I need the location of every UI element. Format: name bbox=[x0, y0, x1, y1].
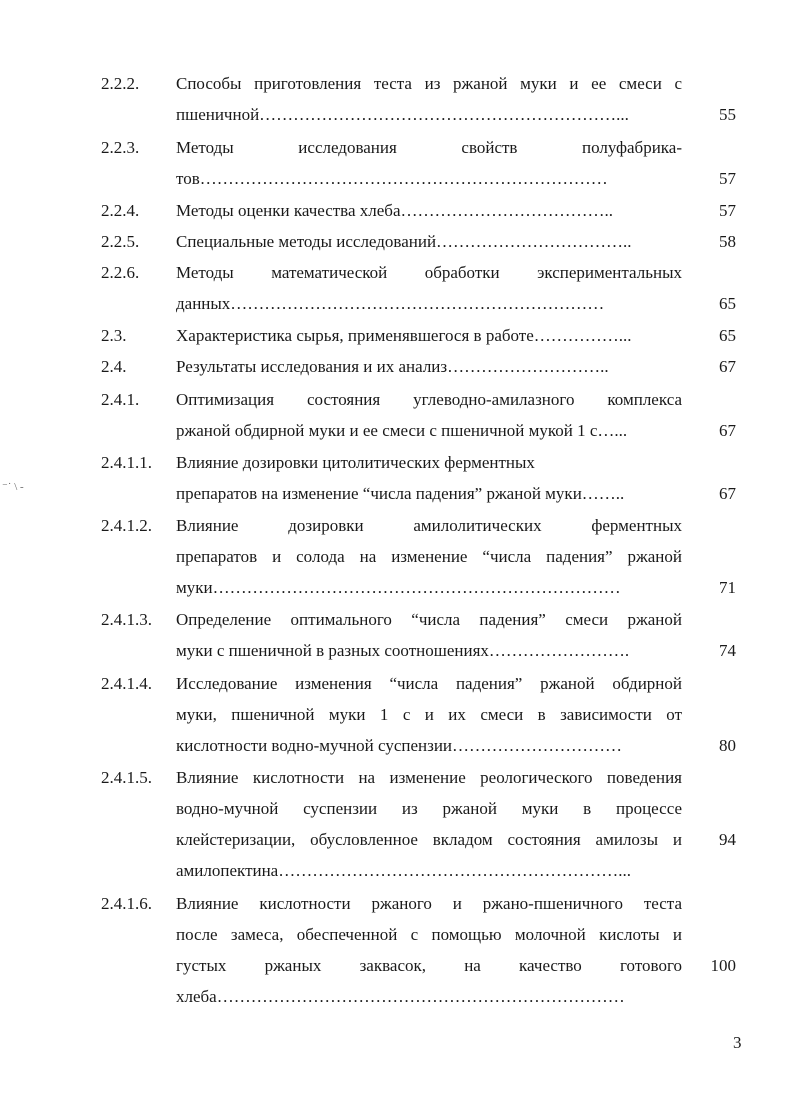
entry-title-line: муки, пшеничной муки 1 с и их смеси в зависимости от bbox=[176, 705, 682, 724]
entry-page: 65 bbox=[719, 326, 736, 345]
entry-page: 74 bbox=[719, 641, 736, 660]
entry-page: 67 bbox=[719, 421, 736, 440]
entry-number: 2.2.3. bbox=[101, 138, 140, 157]
entry-number: 2.2.4. bbox=[101, 201, 140, 220]
entry-title-line: Влияние кислотности на изменение реологического поведения bbox=[176, 768, 682, 787]
margin-mark: ⁻˙ \ - bbox=[2, 481, 24, 493]
entry-title-line: водно-мучной суспензии из ржаной муки в процессе bbox=[176, 799, 682, 818]
entry-title-line: Методы оценки качества хлеба……………………………….. bbox=[176, 201, 614, 220]
entry-page: 57 bbox=[719, 201, 736, 220]
entry-title-line: препаратов на изменение “числа падения” ржаной муки…….. bbox=[176, 484, 625, 503]
entry-title-line: Исследование изменения “числа падения” ржаной обдирной bbox=[176, 674, 682, 693]
entry-title-line: кислотности водно-мучной суспензии………………………… bbox=[176, 736, 623, 755]
entry-number: 2.2.5. bbox=[101, 232, 140, 251]
entry-title-line: Оптимизация состояния углеводно-амилазного комплекса bbox=[176, 390, 682, 409]
entry-title-line: Методы исследования свойств полуфабрика- bbox=[176, 138, 682, 157]
entry-title-line: Результаты исследования и их анализ……………………….. bbox=[176, 357, 609, 376]
entry-page: 80 bbox=[719, 736, 736, 755]
entry-title-line: данных………………………………………………………… bbox=[176, 294, 605, 313]
entry-number: 2.4.1.6. bbox=[101, 894, 152, 913]
entry-title-line: Влияние дозировки амилолитических ферментных bbox=[176, 516, 682, 535]
entry-page: 55 bbox=[719, 105, 736, 124]
entry-page: 65 bbox=[719, 294, 736, 313]
entry-page: 58 bbox=[719, 232, 736, 251]
entry-number: 2.2.2. bbox=[101, 74, 140, 93]
entry-number: 2.3. bbox=[101, 326, 127, 345]
entry-title-line: Методы математической обработки экспериментальных bbox=[176, 263, 682, 282]
entry-title-line: ржаной обдирной муки и ее смеси с пшеничной мукой 1 с…... bbox=[176, 421, 628, 440]
entry-title-line: Влияние дозировки цитолитических ферментных bbox=[176, 453, 535, 472]
entry-title-line: амилопектина……………………………………………………... bbox=[176, 861, 631, 880]
page-number: 3 bbox=[733, 1033, 742, 1052]
entry-title-line: тов……………………………………………………………… bbox=[176, 169, 608, 188]
entry-title-line: муки с пшеничной в разных соотношениях……………………. bbox=[176, 641, 630, 660]
entry-title-line: хлеба……………………………………………………………… bbox=[176, 987, 625, 1006]
entry-page: 57 bbox=[719, 169, 736, 188]
entry-title-line: Характеристика сырья, применявшегося в работе……………... bbox=[176, 326, 632, 345]
entry-number: 2.4.1.5. bbox=[101, 768, 152, 787]
entry-title-line: муки……………………………………………………………… bbox=[176, 578, 621, 597]
entry-number: 2.4.1.3. bbox=[101, 610, 152, 629]
entry-number: 2.4.1. bbox=[101, 390, 140, 409]
entry-page: 71 bbox=[719, 578, 736, 597]
entry-number: 2.2.6. bbox=[101, 263, 140, 282]
entry-title-line: Влияние кислотности ржаного и ржано-пшеничного теста bbox=[176, 894, 682, 913]
entry-title-line: пшеничной………………………………………………………... bbox=[176, 105, 629, 124]
entry-title-line: Способы приготовления теста из ржаной муки и ее смеси с bbox=[176, 74, 682, 93]
entry-number: 2.4. bbox=[101, 357, 127, 376]
entry-title-line: Определение оптимального “числа падения” смеси ржаной bbox=[176, 610, 682, 629]
entry-title-line: после замеса, обеспеченной с помощью молочной кислоты и bbox=[176, 925, 682, 944]
entry-title-line: Специальные методы исследований…………………………….. bbox=[176, 232, 632, 251]
entry-number: 2.4.1.2. bbox=[101, 516, 152, 535]
entry-title-line: густых ржаных заквасок, на качество готового bbox=[176, 956, 682, 975]
entry-page: 67 bbox=[719, 484, 736, 503]
entry-number: 2.4.1.4. bbox=[101, 674, 152, 693]
entry-number: 2.4.1.1. bbox=[101, 453, 152, 472]
entry-page: 67 bbox=[719, 357, 736, 376]
entry-title-line: препаратов и солода на изменение “числа падения” ржаной bbox=[176, 547, 682, 566]
entry-title-line: клейстеризации, обусловленное вкладом состояния амилозы и bbox=[176, 830, 682, 849]
entry-page: 94 bbox=[719, 830, 736, 849]
entry-page: 100 bbox=[710, 956, 736, 975]
